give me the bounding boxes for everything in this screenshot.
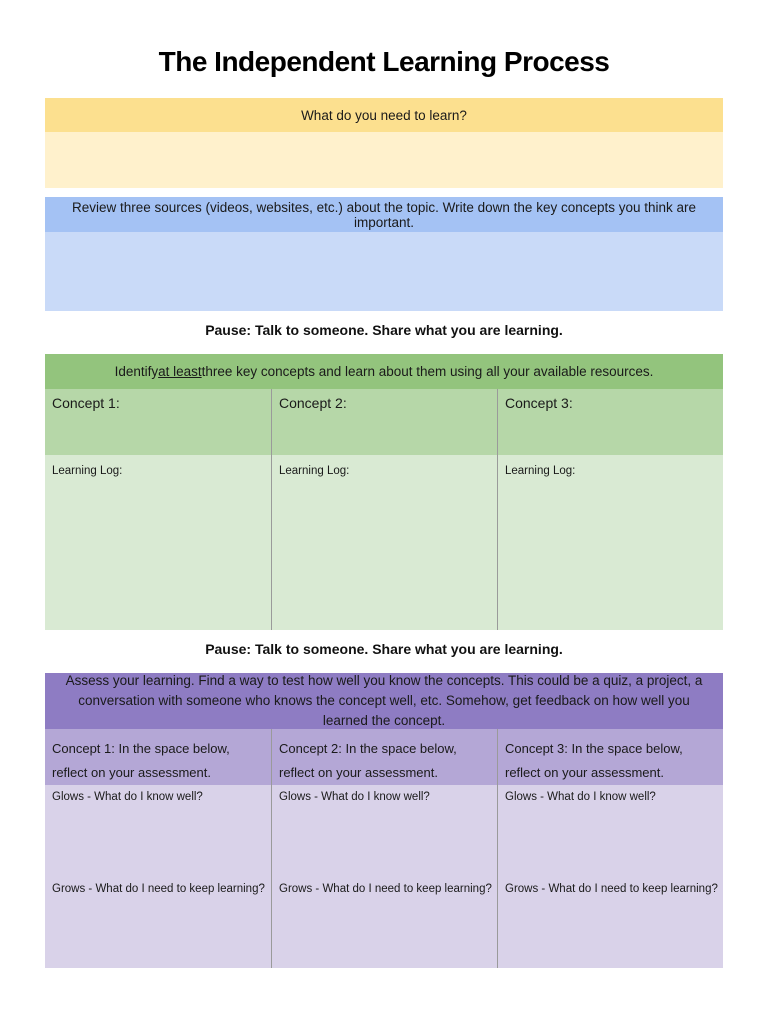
reflection-2-cell[interactable] <box>271 729 497 785</box>
concept-row <box>45 389 723 455</box>
page-title: The Independent Learning Process <box>158 46 610 77</box>
reflection-1-label: Concept 1: In the space below, reflect on your assessment. <box>52 741 230 780</box>
section-identify-concepts <box>45 354 723 630</box>
glows-3-label: Glows - What do I know well? <box>505 791 656 803</box>
reflection-row <box>45 729 723 785</box>
header-text-before: Identify <box>114 364 159 379</box>
learning-log-3[interactable] <box>497 455 723 630</box>
learning-log-row <box>45 455 723 630</box>
grows-2-label: Grows - What do I need to keep learning? <box>279 883 492 895</box>
pause-note-1: Pause: Talk to someone. Share what you are learning. <box>205 322 563 338</box>
header-text-after: three key concepts and learn about them using all your available resources. <box>201 364 654 379</box>
reflection-1-cell[interactable] <box>45 729 271 785</box>
pause-note-2: Pause: Talk to someone. Share what you are learning. <box>205 641 563 657</box>
section-what-to-learn-header: What do you need to learn? <box>45 98 723 132</box>
concept-1-label: Concept 1: <box>52 395 120 411</box>
glows-grows-3[interactable] <box>497 785 723 968</box>
reflection-3-cell[interactable] <box>497 729 723 785</box>
section-what-to-learn-area[interactable] <box>45 132 723 188</box>
learning-log-1[interactable] <box>45 455 271 630</box>
section-assess-learning <box>45 673 723 968</box>
glows-grows-2[interactable] <box>271 785 497 968</box>
glows-grows-row <box>45 785 723 968</box>
concept-2-label: Concept 2: <box>279 395 347 411</box>
grows-3-label: Grows - What do I need to keep learning? <box>505 883 718 895</box>
glows-grows-1[interactable] <box>45 785 271 968</box>
concept-3-label: Concept 3: <box>505 395 573 411</box>
learning-log-1-label: Learning Log: <box>52 465 123 477</box>
glows-2-label: Glows - What do I know well? <box>279 791 430 803</box>
reflection-3-label: Concept 3: In the space below, reflect on your assessment. <box>505 741 683 780</box>
concept-2-cell[interactable] <box>271 389 497 455</box>
section-review-sources-header: Review three sources (videos, websites, etc.) about the topic. Write down the key concepts you think are important. <box>45 197 723 232</box>
glows-1-label: Glows - What do I know well? <box>52 791 203 803</box>
concept-1-cell[interactable] <box>45 389 271 455</box>
section-identify-concepts-header <box>45 354 723 389</box>
section-review-sources <box>45 197 723 311</box>
section-assess-learning-header: Assess your learning. Find a way to test how well you know the concepts. This could be a quiz, a project, a conversation with someone who knows the concept well, etc. Somehow, get feedback on how well you learned the concept. <box>45 673 723 729</box>
learning-log-2[interactable] <box>271 455 497 630</box>
section-what-to-learn <box>45 98 723 188</box>
grows-1-label: Grows - What do I need to keep learning? <box>52 883 265 895</box>
reflection-2-label: Concept 2: In the space below, reflect on your assessment. <box>279 741 457 780</box>
concept-3-cell[interactable] <box>497 389 723 455</box>
header-text-underlined: at least <box>158 364 202 379</box>
learning-log-2-label: Learning Log: <box>279 465 350 477</box>
learning-log-3-label: Learning Log: <box>505 465 576 477</box>
section-review-sources-area[interactable] <box>45 232 723 311</box>
